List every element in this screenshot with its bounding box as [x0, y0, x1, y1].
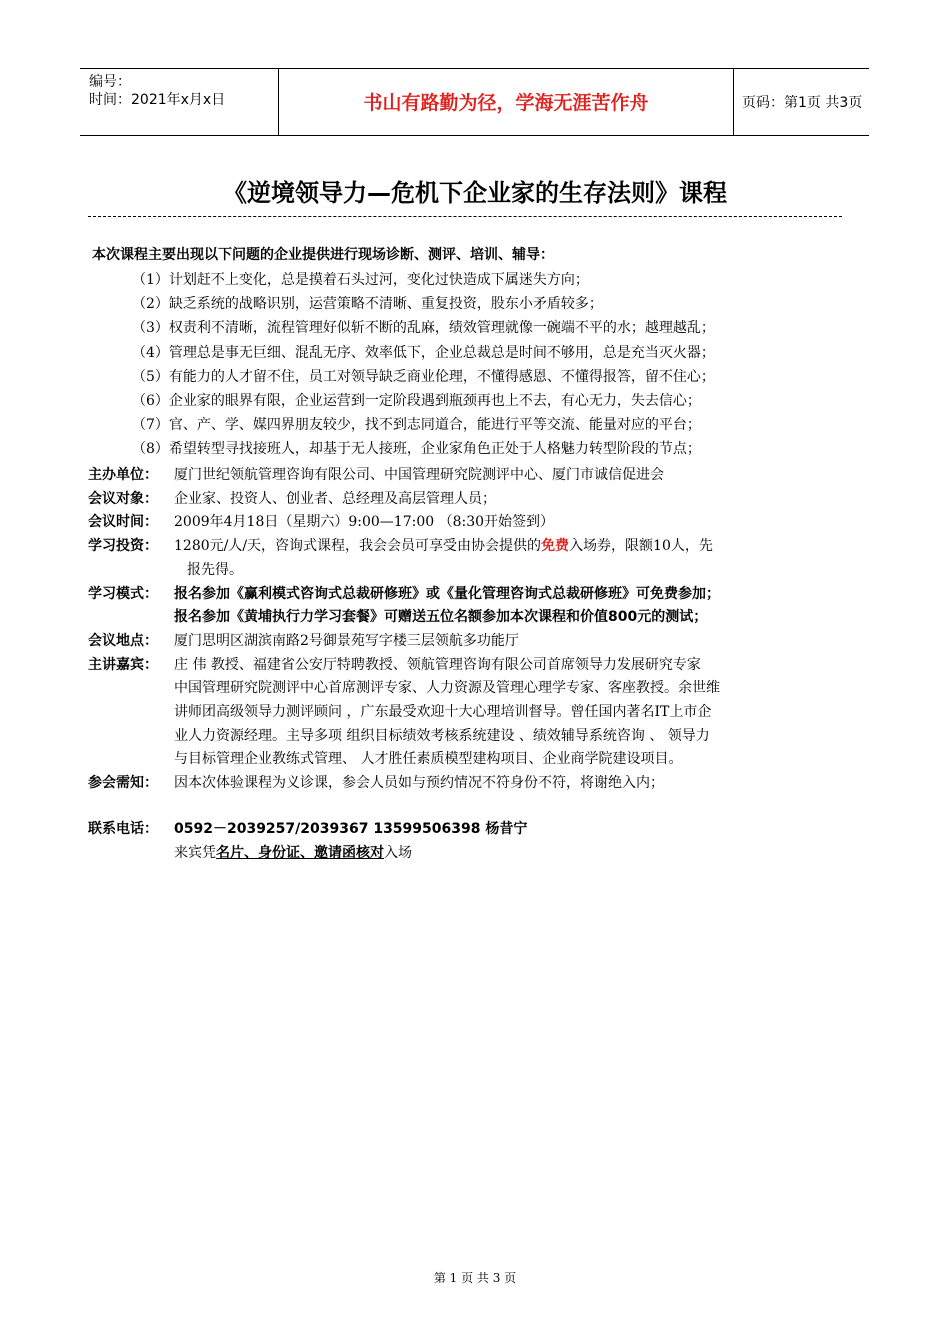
header-motto-cell — [278, 69, 734, 135]
notice-row — [88, 772, 868, 796]
list-item: （4）管理总是事无巨细、混乱无序、效率低下，企业总裁总是时间不够用，总是充当灭火器； — [132, 344, 715, 361]
venue-label: 会议地点： — [88, 632, 158, 649]
page-footer: 第 1 页 共 3 页 — [433, 1271, 517, 1285]
notice-label: 参会需知： — [88, 775, 158, 792]
list-item: （7）官、产、学、媒四界朋友较少，找不到志同道合，能进行平等交流、能量对应的平台； — [132, 417, 701, 434]
fee-label: 学习投资： — [88, 538, 158, 555]
speaker-label: 主讲嘉宾： — [88, 656, 158, 673]
mode-line-2: 报名参加《黄埔执行力学习套餐》可赠送五位名额参加本次课程和价值800元的测试； — [174, 609, 708, 626]
speaker-line: 中国管理研究院测评中心首席测评专家、人力资源及管理心理学专家、客座教授。余世维 — [174, 680, 720, 697]
contact-label: 联系电话： — [88, 820, 158, 837]
speaker-value — [174, 654, 868, 773]
fee-value — [174, 535, 868, 582]
fee-row — [88, 535, 868, 582]
list-item: （1）计划赶不上变化，总是摸着石头过河，变化过快造成下属迷失方向； — [132, 272, 589, 288]
issue-list — [132, 268, 715, 462]
mode-label: 学习模式： — [88, 585, 158, 602]
list-item: （3）权责利不清晰，流程管理好似斩不断的乱麻，绩效管理就像一碗端不平的水；越理越乱； — [132, 320, 715, 337]
audience-row — [88, 488, 868, 512]
serial-label: 编号： — [89, 74, 131, 90]
list-item: （2）缺乏系统的战略识别，运营策略不清晰、重复投资，股东小矛盾较多； — [132, 296, 603, 313]
speaker-row — [88, 654, 868, 773]
venue-value: 厦门思明区湖滨南路2号御景苑写字楼三层领航多功能厅 — [174, 632, 519, 649]
fee-text-1: 1280元/人/天，咨询式课程，我会会员可享受由协会提供的 — [174, 538, 542, 555]
time-row — [88, 511, 868, 535]
entry-prefix: 来宾凭 — [174, 844, 216, 861]
time-row-label: 会议时间： — [88, 514, 158, 531]
speaker-line: 庄 伟 教授、福建省公安厅特聘教授、领航管理咨询有限公司首席领导力发展研究专家 — [174, 656, 701, 673]
motto: 书山有路勤为径，学海无涯苦作舟 — [363, 92, 649, 114]
free-highlight: 免费 — [541, 538, 570, 555]
speaker-line: 业人力资源经理。主导多项 组织目标绩效考核系统建设 、绩效辅导系统咨询 、 领导力 — [174, 727, 710, 744]
spacer — [88, 796, 868, 818]
mode-row — [88, 583, 868, 630]
header-table — [80, 68, 869, 136]
list-item: （8）希望转型寻找接班人，却基于无人接班，企业家角色正处于人格魅力转型阶段的节点； — [132, 441, 701, 458]
dashed-divider — [88, 216, 842, 217]
contact-row — [88, 818, 868, 865]
contact-phones: 0592－2039257/2039367 13599506398 杨昔宁 — [174, 820, 528, 837]
entry-suffix: 入场 — [384, 844, 412, 861]
organizer-label: 主办单位： — [88, 467, 158, 483]
venue-row — [88, 630, 868, 654]
header-meta-cell — [80, 69, 278, 135]
mode-value — [174, 583, 868, 630]
organizer-value: 厦门世纪领航管理咨询有限公司、中国管理研究院测评中心、厦门市诚信促进会 — [174, 467, 664, 483]
entry-documents: 名片、身份证、邀请函核对 — [216, 844, 384, 861]
info-section — [88, 464, 868, 865]
speaker-line: 与目标管理企业教练式管理、 人才胜任素质模型建构项目、企业商学院建设项目。 — [174, 751, 683, 768]
fee-text-3: 报先得。 — [187, 561, 243, 578]
organizer-row — [88, 464, 868, 488]
list-item: （6）企业家的眼界有限，企业运营到一定阶段遇到瓶颈再也上不去，有心无力，失去信心； — [132, 393, 701, 410]
page-info: 页码：第1页 共3页 — [742, 95, 863, 111]
contact-value — [174, 818, 868, 865]
list-item: （5）有能力的人才留不住，员工对领导缺乏商业伦理，不懂得感恩、不懂得报答，留不住心； — [132, 368, 715, 385]
speaker-line: 讲师团高级领导力测评顾问 ，广东最受欢迎十大心理培训督导。曾任国内著名IT上市企 — [174, 704, 712, 721]
audience-label: 会议对象： — [88, 490, 158, 507]
time-value: 2009年4月18日（星期六）9:00—17:00 （8:30开始签到） — [174, 514, 555, 531]
mode-line-1: 报名参加《赢利模式咨询式总裁研修班》或《量化管理咨询式总裁研修班》可免费参加； — [174, 585, 720, 602]
intro-text: 本次课程主要出现以下问题的企业提供进行现场诊断、测评、培训、辅导： — [92, 247, 554, 263]
notice-value: 因本次体验课程为义诊课，参会人员如与预约情况不符身份不符，将谢绝入内； — [174, 775, 664, 792]
fee-text-2: 入场券，限额10人，先 — [569, 538, 713, 555]
audience-value: 企业家、投资人、创业者、总经理及高层管理人员； — [174, 490, 496, 507]
header-page-cell — [732, 69, 869, 135]
entry-requirement — [174, 842, 868, 866]
page-title: 《逆境领导力—危机下企业家的生存法则》课程 — [223, 179, 727, 207]
time-label: 时间：2021年x月x日 — [89, 92, 226, 108]
